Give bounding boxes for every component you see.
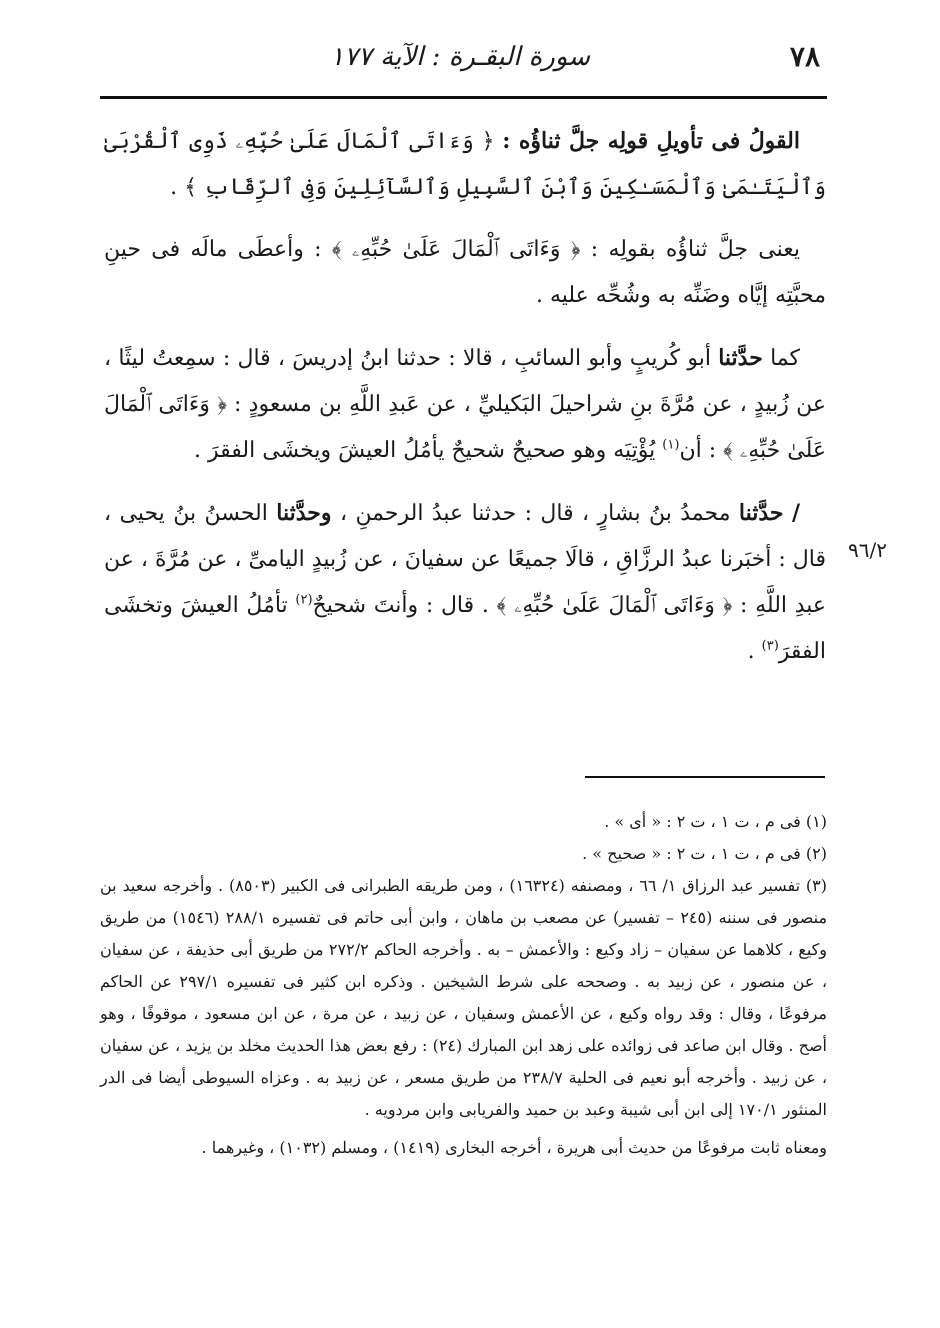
text-span: : أن	[679, 438, 717, 463]
margin-reference: ٩٦/٢	[848, 538, 887, 562]
paragraph-1	[104, 118, 826, 211]
header-rule	[100, 96, 827, 99]
quran-verse: ﴿ وَءَاتَى ٱلْمَالَ عَلَىٰ حُبِّهِۦ ﴾	[496, 593, 733, 618]
section-heading: القولُ فى تأويلِ قولِه جلَّ ثناؤُه :	[502, 128, 800, 154]
running-title: سورة البقـرة : الآية ١٧٧	[330, 42, 591, 72]
footnote-3-continuation: ومعناه ثابت مرفوعًا من حديث أبى هريرة ، أخرجه البخارى (١٤١٩) ، ومسلم (١٠٣٢) ، وغيرهما .	[201, 1138, 827, 1157]
footnote-marker: (١)	[662, 437, 680, 453]
quran-verse: ﴿ وَءَاتَى ٱلْمَالَ عَلَىٰ حُبِّهِۦ ﴾	[331, 237, 581, 262]
text-span: : وأعطَى مالَه فى حينِ محبَّتِه إيَّاه وضَنِّه به وشُحِّه عليه .	[104, 237, 826, 308]
isnad-keyword: حدَّثنا	[738, 500, 784, 526]
quran-verse: ﴿ وَءَاتَى ٱلْمَالَ عَلَىٰ حُبِّهِۦ ﴾	[104, 392, 826, 463]
footnote-1: (١) فى م ، ت ١ ، ت ٢ : « أى » .	[604, 812, 827, 831]
isnad-keyword: وحدَّثنا	[276, 500, 332, 526]
isnad-keyword: حدَّثنا	[718, 345, 763, 371]
paragraph-3	[104, 335, 826, 474]
footnote-3: (٣) تفسير عبد الرزاق ١/ ٦٦ ، ومصنفه (١٦٣٢٤) ، ومن طريقه الطبرانى فى الكبير (٨٥٠٣) . وأخرجه سعيد بن منصور فى سننه (٢٤٥ – تفسير) عن مصعب بن ماهان ، وابن أبى حاتم فى تفسيره ٢٨٨/١ (١٥٤٦) من طريق وكيع ، كلاهما عن سفيان – زاد وكيع : والأعمش – به . وأخرجه الحاكم ٢٧٢/٢ من طريق أبى حذيفة ، عن سفيان ، عن منصور ، عن زبيد به . وصححه على شرط الشيخين . وذكره ابن كثير فى تفسيره ٢٩٧/١ عن الحاكم مرفوعًا ، وقال : وقد رواه وكيع ، عن الأعمش وسفيان ، عن زبيد ، عن مرة ، عن ابن مسعود ، موقوفًا ، وهو أصح . وقال ابن صاعد فى زوائده على زهد ابن المبارك (٢٤) : رفع بعض هذا الحديث مخلد بن يزيد ، عن سفيان ، عن زبيد . وأخرجه أبو نعيم فى الحلية ٢٣٨/٧ من طريق مسعر ، عن زبيد به . وعزاه السيوطى أيضا فى الدر المنثور ١٧٠/١ إلى ابن أبى شيبة وعبد بن حميد والفريابى وابن مردويه .	[100, 876, 828, 1119]
footnote-marker: (٣)	[761, 638, 779, 654]
page-number: ٧٨	[789, 40, 820, 73]
footnote-2: (٢) فى م ، ت ١ ، ت ٢ : « صحيح » .	[582, 844, 827, 863]
paragraph-4	[104, 490, 826, 675]
paragraph-2	[104, 227, 826, 319]
main-text	[104, 118, 826, 691]
text-span: .	[747, 639, 755, 664]
footnotes	[100, 806, 827, 1164]
quran-verse: ﴿ وَءَاتَى ٱلْمَالَ عَلَىٰ حُبِّهِۦ ذَوِى ٱلْقُرْبَىٰ وَٱلْيَتَـٰمَىٰ وَٱلْمَسَـٰكِينَ وَٱبْنَ ٱلسَّبِيلِ وَٱلسَّآئِلِينَ وَفِى ٱلرِّقَابِ ﴾ .	[104, 129, 826, 200]
text-span: . قال : وأنتَ شحيحٌ	[312, 593, 489, 618]
page-break-marker: /	[791, 500, 800, 526]
text-span: تأمُلُ العيشَ وتخشَى الفقرَ	[104, 593, 826, 664]
text-span: يُؤْتِيَه وهو صحيحٌ شحيحٌ يأمُلُ العيشَ ويخشَى الفقرَ .	[194, 438, 656, 463]
text-span: أبو كُريبٍ وأبو السائبِ ، قالا : حدثنا ابنُ إدريسَ ، قال : سمِعتُ ليثًا ، عن زُبيدٍ ، عن مُرَّةَ بنِ شراحيلَ البَكيليِّ ، عن عَبدِ اللَّهِ بن مسعودٍ :	[104, 346, 827, 417]
footnote-marker: (٢)	[295, 592, 313, 608]
text-span: الحسنُ بنُ يحيى ، قال : أخبَرنا عبدُ الرزَّاقِ ، قالَا جميعًا عن سفيانَ ، عن زُبيدٍ اليامىِّ ، عن مُرَّةَ ، عن عبدِ اللَّهِ :	[104, 501, 827, 618]
text-span: محمدُ بنُ بشارٍ ، قال : حدثنا عبدُ الرحمنِ ،	[339, 501, 731, 526]
footnote-rule	[585, 776, 825, 778]
page-header	[100, 40, 830, 90]
text-span: يعنى جلَّ ثناؤُه بقولِه :	[590, 237, 800, 262]
text-span: كما	[770, 346, 800, 371]
